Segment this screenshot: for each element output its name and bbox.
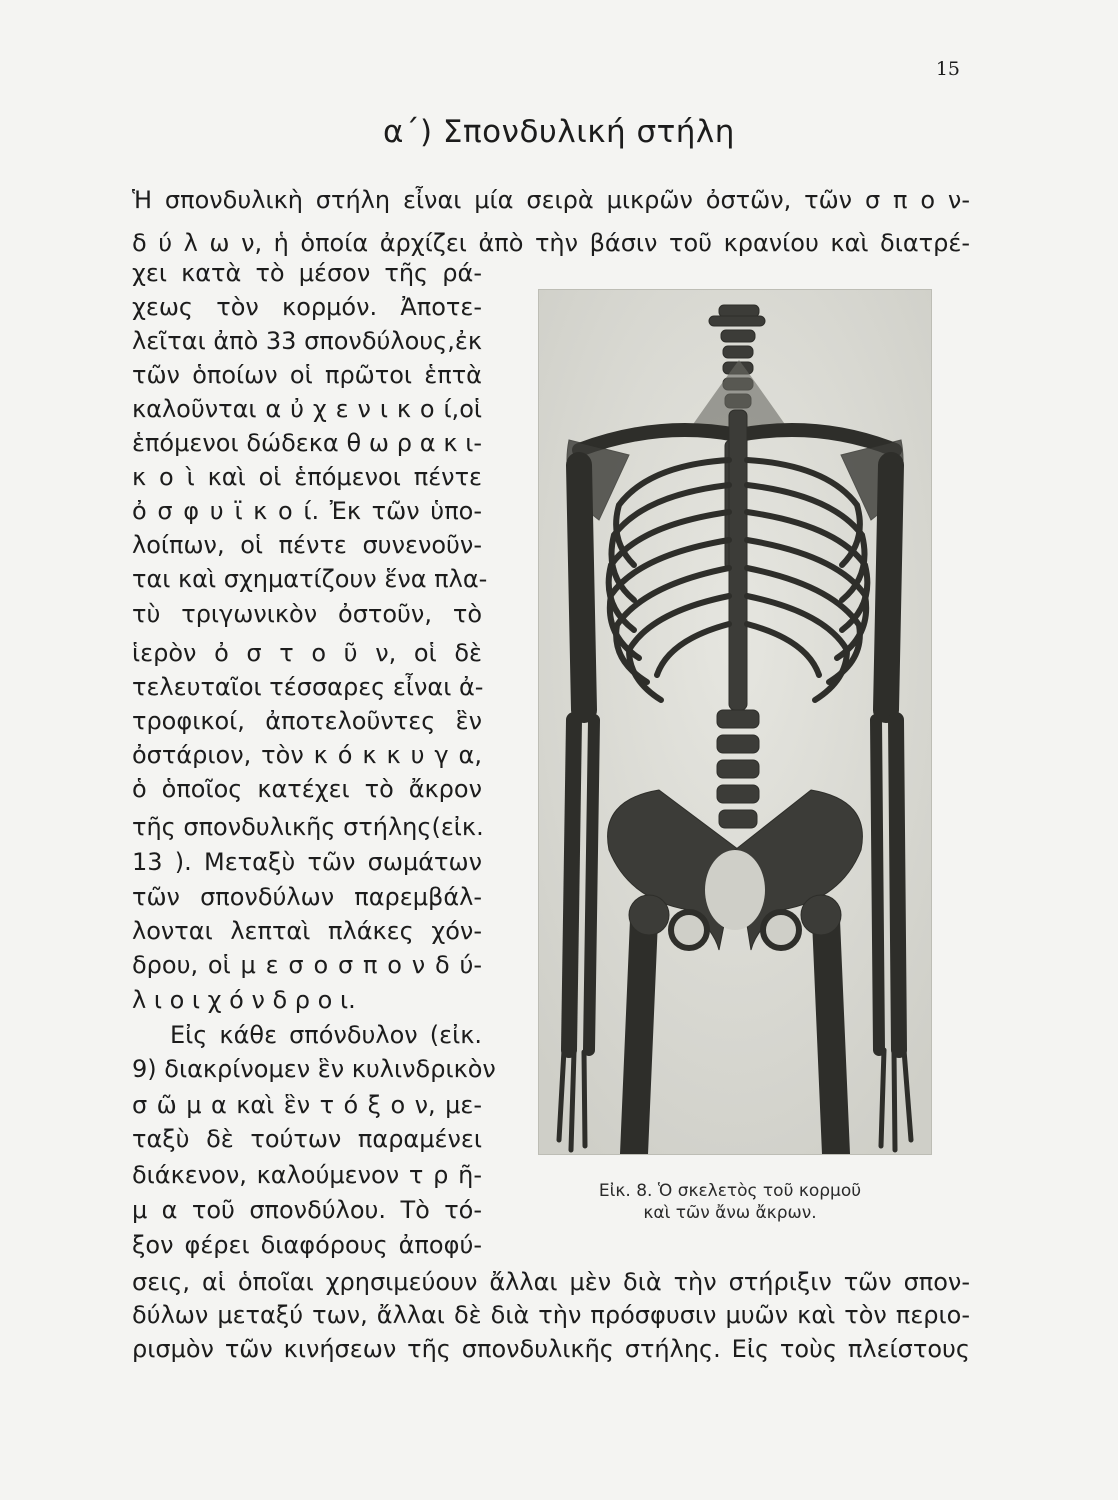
- paragraph-line: ταξὺ δὲ τούτων παραμένει: [132, 1125, 482, 1153]
- paragraph-line: τὺ τριγωνικὸν ὀστοῦν, τὸ: [132, 600, 482, 628]
- paragraph-line: χεως τὸν κορμόν. Ἀποτε-: [132, 293, 482, 321]
- paragraph-line: σεις, αἱ ὁποῖαι χρησιμεύουν ἄλλαι μὲν διὰ τὴν στήριξιν τῶν σπον-: [132, 1268, 970, 1296]
- paragraph-line: δρου, οἱ μ ε σ ο σ π ο ν δ ύ-: [132, 951, 482, 979]
- figure-caption-line-2: καὶ τῶν ἄνω ἄκρων.: [643, 1203, 817, 1223]
- paragraph-line: κ ο ὶ καὶ οἱ ἑπόμενοι πέντε: [132, 463, 482, 491]
- paragraph-line: 13 ). Μεταξὺ τῶν σωμάτων: [132, 848, 482, 876]
- paragraph-line: σ ῶ μ α καὶ ἓν τ ό ξ ο ν, με-: [132, 1091, 482, 1119]
- paragraph-line: μ α τοῦ σπονδύλου. Τὸ τό-: [132, 1196, 482, 1224]
- skeleton-illustration: [539, 290, 931, 1154]
- paragraph-line: λονται λεπταὶ πλάκες χόν-: [132, 917, 482, 945]
- paragraph-line: καλοῦνται α ὐ χ ε ν ι κ ο ί,οἱ: [132, 395, 482, 423]
- paragraph-line: ρισμὸν τῶν κινήσεων τῆς σπονδυλικῆς στήλης. Εἰς τοὺς πλείστους: [132, 1335, 970, 1363]
- paragraph-line: λεῖται ἀπὸ 33 σπονδύλους,ἐκ: [132, 327, 482, 355]
- paragraph-line: χει κατὰ τὸ μέσον τῆς ρά-: [132, 259, 482, 287]
- paragraph-line: λοίπων, οἱ πέντε συνενοῦν-: [132, 531, 482, 559]
- paragraph-line: Ἡ σπονδυλικὴ στήλη εἶναι μία σειρὰ μικρῶν ὀστῶν, τῶν σ π ο ν-: [132, 186, 970, 214]
- paragraph-line: λ ι ο ι χ ό ν δ ρ ο ι.: [132, 986, 356, 1014]
- paragraph-line: ται καὶ σχηματίζουν ἕνα πλα-: [132, 565, 488, 593]
- figure-caption-line-1: Εἰκ. 8. Ὁ σκελετὸς τοῦ κορμοῦ: [598, 1181, 862, 1201]
- paragraph-line: τῶν ὁποίων οἱ πρῶτοι ἑπτὰ: [132, 361, 482, 389]
- paragraph-line: ἑπόμενοι δώδεκα θ ω ρ α κ ι-: [132, 429, 482, 457]
- paragraph-line: δ ύ λ ω ν, ἡ ὁποία ἀρχίζει ἀπὸ τὴν βάσιν τοῦ κρανίου καὶ διατρέ-: [132, 229, 970, 257]
- paragraph-line: 9) διακρίνομεν ἓν κυλινδρικὸν: [132, 1055, 496, 1083]
- paragraph-line: τελευταῖοι τέσσαρες εἶναι ἀ-: [132, 673, 484, 701]
- paragraph-line: Εἰς κάθε σπόνδυλον (εἰκ.: [170, 1021, 482, 1049]
- paragraph-line: δύλων μεταξύ των, ἄλλαι δὲ διὰ τὴν πρόσφυσιν μυῶν καὶ τὸν περιο-: [132, 1301, 970, 1329]
- paragraph-line: τῆς σπονδυλικῆς στήλης(εἰκ.: [132, 813, 484, 841]
- paragraph-line: ὁ ὁποῖος κατέχει τὸ ἄκρον: [132, 775, 482, 803]
- paragraph-line: ξον φέρει διαφόρους ἀποφύ-: [132, 1231, 482, 1259]
- section-title: α΄) Σπονδυλική στήλη: [383, 114, 735, 150]
- paragraph-line: τροφικοί, ἀποτελοῦντες ἓν: [132, 707, 482, 735]
- paragraph-line: τῶν σπονδύλων παρεμβάλ-: [132, 883, 482, 911]
- skeleton-figure: [538, 289, 932, 1155]
- figure-caption: [520, 1180, 940, 1224]
- paragraph-line: ἱερὸν ὀ σ τ ο ῦ ν, οἱ δὲ: [132, 639, 482, 667]
- paragraph-line: ὀστάριον, τὸν κ ό κ κ υ γ α,: [132, 741, 482, 769]
- page-number: 15: [935, 58, 960, 80]
- paragraph-line: διάκενον, καλούμενον τ ρ ῆ-: [132, 1161, 482, 1189]
- paragraph-line: ὀ σ φ υ ϊ κ ο ί. Ἐκ τῶν ὑπο-: [132, 497, 482, 525]
